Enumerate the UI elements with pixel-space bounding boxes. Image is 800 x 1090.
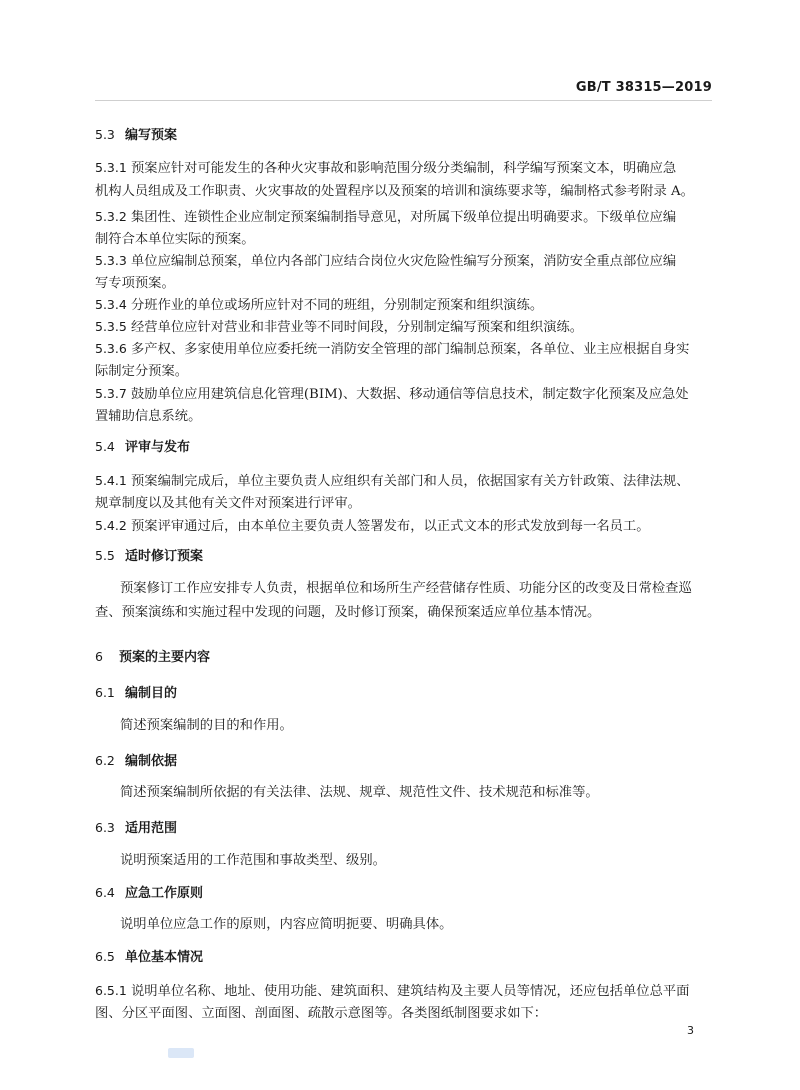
clause-5-3-2-line1: 5.3.2 集团性、连锁性企业应制定预案编制指导意见，对所属下级单位提出明确要求。下级单位应编 — [95, 209, 677, 225]
page-number: 3 — [687, 1024, 694, 1037]
clause-6-5-1-line2: 图、分区平面图、立面图、剖面图、疏散示意图等。各类图纸制图要求如下： — [95, 1006, 548, 1021]
scan-mark — [168, 1048, 194, 1058]
clause-6-3-body: 说明预案适用的工作范围和事故类型、级别。 — [120, 853, 386, 868]
clause-5-3-6-line2: 际制定分预案。 — [95, 364, 189, 379]
heading-6-1: 6.1 编制目的 — [95, 685, 178, 701]
clause-5-3-4: 5.3.4 分班作业的单位或场所应针对不同的班组，分别制定预案和组织演练。 — [95, 297, 544, 313]
clause-5-5-line2: 查、预案演练和实施过程中发现的问题，及时修订预案，确保预案适应单位基本情况。 — [95, 605, 601, 620]
clause-5-3-1-line2: 机构人员组成及工作职责、火灾事故的处置程序以及预案的培训和演练要求等，编制格式参考附录 A。 — [95, 184, 694, 199]
heading-6-3: 6.3 适用范围 — [95, 820, 178, 836]
clause-6-5-1-line1: 6.5.1 说明单位名称、地址、使用功能、建筑面积、建筑结构及主要人员等情况，还应包括单位总平面 — [95, 983, 690, 999]
clause-5-4-2: 5.4.2 预案评审通过后，由本单位主要负责人签署发布，以正式文本的形式发放到每一名员工。 — [95, 518, 650, 534]
heading-5-5: 5.5 适时修订预案 — [95, 548, 204, 564]
clause-5-3-7-line2: 置辅助信息系统。 — [95, 409, 202, 424]
clause-5-3-5: 5.3.5 经营单位应针对营业和非营业等不同时间段，分别制定编写预案和组织演练。 — [95, 319, 584, 335]
heading-6: 6 预案的主要内容 — [95, 649, 211, 665]
clause-5-4-1-line2: 规章制度以及其他有关文件对预案进行评审。 — [95, 496, 361, 511]
clause-6-1-body: 简述预案编制的目的和作用。 — [120, 718, 293, 733]
clause-5-3-7-line1: 5.3.7 鼓励单位应用建筑信息化管理(BIM)、大数据、移动通信等信息技术，制定数字化预案及应急处 — [95, 386, 689, 402]
clause-6-2-body: 简述预案编制所依据的有关法律、法规、规章、规范性文件、技术规范和标准等。 — [120, 785, 599, 800]
header-rule — [95, 100, 712, 101]
clause-5-3-3-line2: 写专项预案。 — [95, 276, 175, 291]
clause-5-3-3-line1: 5.3.3 单位应编制总预案，单位内各部门应结合岗位火灾危险性编写分预案，消防安全重点部位应编 — [95, 253, 677, 269]
clause-6-4-body: 说明单位应急工作的原则，内容应简明扼要、明确具体。 — [120, 917, 453, 932]
heading-6-2: 6.2 编制依据 — [95, 753, 178, 769]
clause-5-3-1-line1: 5.3.1 预案应针对可能发生的各种火灾事故和影响范围分级分类编制，科学编写预案文本，明确应急 — [95, 160, 677, 176]
heading-6-5: 6.5 单位基本情况 — [95, 949, 204, 965]
heading-5-4: 5.4 评审与发布 — [95, 439, 191, 455]
heading-5-3: 5.3 编写预案 — [95, 127, 178, 143]
clause-5-3-6-line1: 5.3.6 多产权、多家使用单位应委托统一消防安全管理的部门编制总预案，各单位、业主应根据自身实 — [95, 341, 690, 357]
clause-5-3-2-line2: 制符合本单位实际的预案。 — [95, 232, 255, 247]
standard-number: GB/T 38315—2019 — [575, 80, 712, 95]
heading-6-4: 6.4 应急工作原则 — [95, 885, 204, 901]
clause-5-5-line1: 预案修订工作应安排专人负责，根据单位和场所生产经营储存性质、功能分区的改变及日常检查巡 — [120, 581, 692, 596]
clause-5-4-1-line1: 5.4.1 预案编制完成后，单位主要负责人应组织有关部门和人员，依据国家有关方针政策、法律法规、 — [95, 473, 690, 489]
